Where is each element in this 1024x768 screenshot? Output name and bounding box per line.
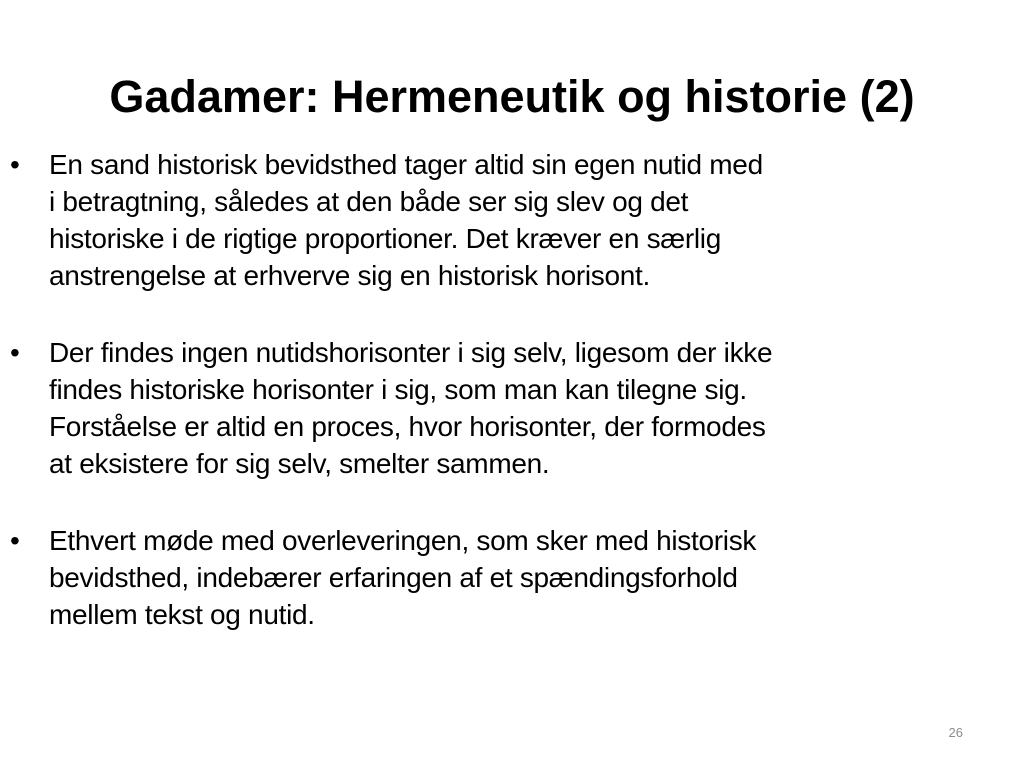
bullet-text (49, 146, 1014, 294)
bullet-line: bevidsthed, indebærer erfaringen af et spændingsforhold (49, 562, 738, 593)
bullet-item (0, 522, 1024, 633)
bullet-line: at eksistere for sig selv, smelter sammen. (49, 448, 550, 479)
bullet-dot-icon: • (10, 337, 20, 368)
bullet-list (0, 146, 1024, 673)
bullet-item (0, 334, 1024, 482)
slide-title: Gadamer: Hermeneutik og historie (2) (109, 71, 915, 122)
bullet-line: anstrengelse at erhverve sig en historisk horisont. (49, 260, 651, 291)
bullet-line: Der findes ingen nutidshorisonter i sig selv, ligesom der ikke (49, 337, 773, 368)
bullet-line: historiske i de rigtige proportioner. Det kræver en særlig (49, 223, 722, 254)
bullet-line: mellem tekst og nutid. (49, 599, 315, 630)
slide-number: 26 (948, 725, 963, 740)
bullet-item (0, 146, 1024, 294)
bullet-line: findes historiske horisonter i sig, som man kan tilegne sig. (49, 374, 747, 405)
bullet-text (49, 334, 1014, 482)
bullet-line: i betragtning, således at den både ser sig slev og det (49, 186, 689, 217)
bullet-line: Forståelse er altid en proces, hvor horisonter, der formodes (49, 411, 766, 442)
bullet-line: Ethvert møde med overleveringen, som sker med historisk (49, 525, 757, 556)
bullet-line: En sand historisk bevidsthed tager altid sin egen nutid med (49, 149, 763, 180)
bullet-dot-icon: • (10, 525, 20, 556)
bullet-dot-icon: • (10, 149, 20, 180)
bullet-text (49, 522, 1014, 633)
